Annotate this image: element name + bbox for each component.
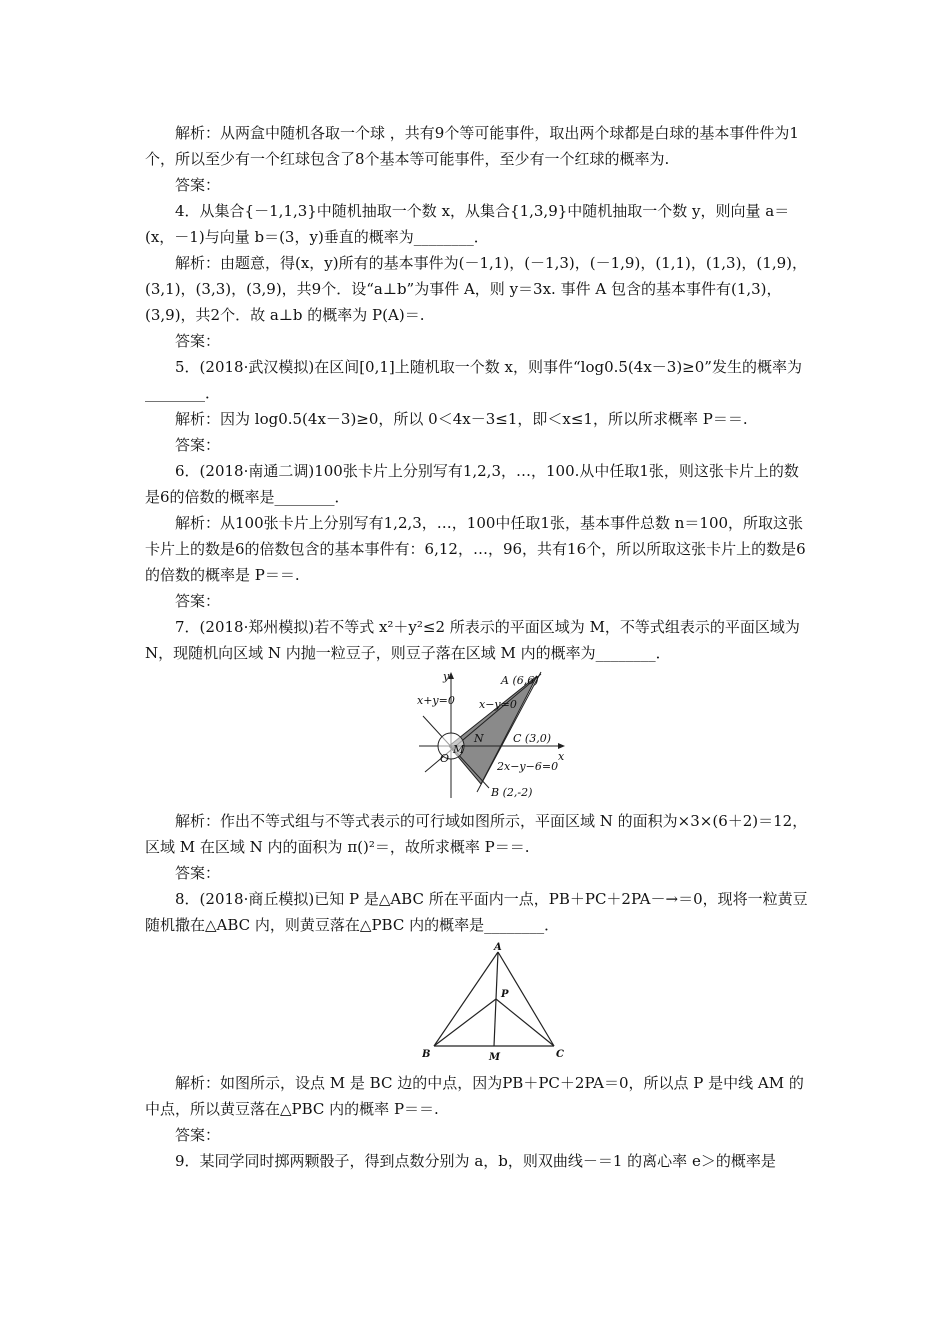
- paragraph-4-answer: 答案：: [175, 332, 221, 350]
- label-x: x: [558, 750, 565, 763]
- label-y: y: [443, 670, 450, 683]
- paragraph-4-solution: 解析：由题意，得(x，y)所有的基本事件为(－1,1)，(－1,3)，(－1,9)，(1,1)，(1,3)，(1,9)，(3,1)，(3,3)，(3,9)，共9个．设“a⊥b”为事件 A，则 y＝3x. 事件 A 包含的基本事件有(1,3)，(3,9)，共2个．故 a⊥b 的概率为 P(A)＝.: [145, 254, 807, 324]
- label-line2: x−y=0: [479, 698, 517, 711]
- question-4: 4．从集合{－1,1,3}中随机抽取一个数 x，从集合{1,3,9}中随机抽取一个数 y，则向量 a＝(x，－1)与向量 b＝(3，y)垂直的概率为________．: [145, 202, 790, 246]
- paragraph-3-answer: 答案：: [175, 176, 221, 194]
- label-c: C (3,0): [513, 732, 551, 745]
- question-9: 9．某同学同时掷两颗骰子，得到点数分别为 a，b，则双曲线－＝1 的离心率 e＞的概率是: [175, 1152, 776, 1170]
- x-axis-arrow: [558, 743, 565, 749]
- paragraph-5-answer: 答案：: [175, 436, 221, 454]
- triangle-diagram: [422, 942, 572, 1064]
- label-b: B (2,-2): [491, 786, 533, 799]
- question-5: 5．(2018·武汉模拟)在区间[0,1]上随机取一个数 x，则事件“log0.5(4x－3)≥0”发生的概率为________．: [145, 358, 802, 402]
- region-diagram: [417, 670, 567, 802]
- label-a: A (6,6): [501, 674, 539, 687]
- segment-pc: [496, 999, 554, 1046]
- question-7: 7．(2018·郑州模拟)若不等式 x²＋y²≤2 所表示的平面区域为 M，不等式组表示的平面区域为 N，现随机向区域 N 内抛一粒豆子，则豆子落在区域 M 内的概率为________．: [145, 618, 800, 662]
- paragraph-8-solution: 解析：如图所示，设点 M 是 BC 边的中点，因为PB＋PC＋2PA＝0，所以点 P 是中线 AM 的中点，所以黄豆落在△PBC 内的概率 P＝＝.: [145, 1074, 804, 1118]
- paragraph-6-solution: 解析：从100张卡片上分别写有1,2,3，…，100中任取1张，基本事件总数 n＝100，所取这张卡片上的数是6的倍数包含的基本事件有：6,12，…，96，共有16个，所以所取这张卡片上的数是6的倍数的概率是 P＝＝.: [145, 514, 806, 584]
- label-c: C: [556, 1049, 564, 1060]
- label-m: M: [489, 1052, 501, 1063]
- question-8: 8．(2018·商丘模拟)已知 P 是△ABC 所在平面内一点，PB＋PC＋2PA－→＝0，现将一粒黄豆随机撒在△ABC 内，则黄豆落在△PBC 内的概率是________．: [145, 890, 808, 934]
- label-line1: x+y=0: [417, 694, 455, 707]
- paragraph-3-solution: 解析：从两盒中随机各取一个球 ，共有9个等可能事件，取出两个球都是白球的基本事件件为1个，所以至少有一个红球包含了8个基本等可能事件，至少有一个红球的概率为.: [145, 124, 799, 168]
- paragraph-8-answer: 答案：: [175, 1126, 221, 1144]
- side-ab: [434, 952, 498, 1046]
- segment-pb: [434, 999, 496, 1046]
- label-n: N: [474, 732, 484, 745]
- label-line3: 2x−y−6=0: [497, 760, 559, 773]
- document-body: [145, 120, 810, 1174]
- paragraph-5-solution: 解析：因为 log0.5(4x－3)≥0，所以 0＜4x－3≤1，即＜x≤1，所以所求概率 P＝＝.: [175, 410, 748, 428]
- label-o: O: [440, 752, 450, 765]
- label-a: A: [494, 942, 502, 953]
- paragraph-7-solution: 解析：作出不等式组与不等式表示的可行域如图所示，平面区域 N 的面积为×3×(6＋2)＝12，区域 M 在区域 N 内的面积为 π()²＝，故所求概率 P＝＝.: [145, 812, 808, 856]
- label-p: P: [501, 989, 509, 1000]
- label-m: M: [453, 743, 465, 756]
- question-6: 6．(2018·南通二调)100张卡片上分别写有1,2,3，…，100.从中任取1张，则这张卡片上的数是6的倍数的概率是________．: [145, 462, 799, 506]
- paragraph-6-answer: 答案：: [175, 592, 221, 610]
- paragraph-7-answer: 答案：: [175, 864, 221, 882]
- label-b: B: [422, 1049, 431, 1060]
